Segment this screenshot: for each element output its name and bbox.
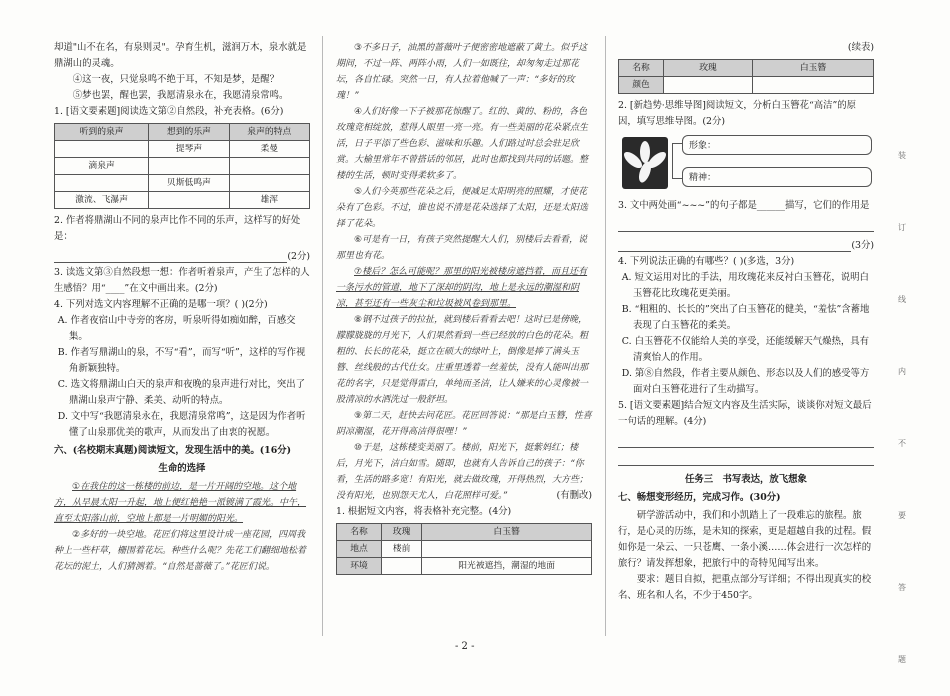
option-b[interactable]: B. “粗粗的、长长的”突出了白玉簪花的健美，“羞怯”含蓄地表现了白玉簪花的柔美。: [621, 304, 870, 331]
table-header: 玫瑰: [664, 60, 753, 77]
fill-table-flowers: [336, 523, 592, 575]
question-4: 4. 下列对选文内容理解不正确的是哪一项？( )(2分): [54, 299, 268, 310]
flower-image: [622, 137, 668, 189]
table-header: 白玉簪: [422, 524, 592, 541]
question-2: 2. 作者将鼎湖山不同的泉声比作不同的乐声，这样写的好处是：: [54, 215, 301, 242]
story-paragraph-3: ③不多日子，油黑的蔷薇叶子便密密地遮蔽了黄土。似乎这期间，不过一阵、两阵小雨，人们一如既往，却匆匆走过那花坛，各自忙碌。突然一日，有人拉着他喊了一声：“多好的玫瑰！”: [336, 43, 588, 101]
story-paragraph-2: ②多好的一块空地。花匠们将这里设计成一座花园，四周我种上一些杆草，栅围着花坛。种些什么呢？先花工们翻细地松着花坛的泥土，人们猜测着。“自然是蔷薇了。”花匠们说。: [54, 530, 307, 572]
question-2: 2. [新趋势·思维导图]阅读短文，分析白玉簪花“高洁”的原因，填写思维导图。(2分): [618, 100, 857, 127]
question-1: 1. [语文要素题]阅读选文第②自然段，补充表格。(6分): [54, 106, 284, 117]
table-cell[interactable]: [149, 192, 229, 209]
table-cell: 柔曼: [229, 141, 309, 158]
story-paragraph-1: ①在我住的这一栋楼的前边，是一片开阔的空地。这个地方，从早晨太阳一升起，地上便红艳艳一派镀满了霞光。中午，直至太阳落山前，空地上都是一片明媚的阳光。: [54, 482, 307, 524]
table-cell[interactable]: [422, 541, 592, 558]
table-header: 想到的乐声: [149, 124, 229, 141]
essay-prompt: 研学游活动中，我们和小凯踏上了一段难忘的旅程。旅行，是心灵的历练，是未知的探索，更是超越自我的过程。假如你是一朵云、一只苍鹰、一条小溪……体会进行一次怎样的旅行？请发挥想象，把旅行中的奇特见闻写出来。: [618, 510, 872, 569]
answer-line[interactable]: [618, 450, 874, 466]
option-a[interactable]: A. 短文运用对比的手法，用玫瑰花来反衬白玉簪花，说明白玉簪花比玫瑰花更美丽。: [621, 272, 869, 299]
left-column: [54, 40, 310, 575]
table-header: 白玉簪: [753, 60, 874, 77]
author-note: (有删改): [556, 490, 592, 501]
page-number: - 2 -: [455, 641, 475, 652]
story-paragraph-4: ④人们好像一下子被那花惊醒了。红的、黄的、粉的，各色玫瑰竞相绽放，惹得人眼里一亮一亮。有一些美丽的花朵紧点生活，日子平添了些色彩、滋味和乐趣。人们路过时总会驻足欣赏。大榆里常年不曾搭话的邻居，此时也都找到共同的话题。整楼的生活，顿时变得柔软多了。: [336, 107, 589, 181]
table-header: 玫瑰: [382, 524, 422, 541]
story-paragraph-10: ⑩于是，这栋楼变美丽了。楼前，阳光下，挺紫妈红；楼后，月光下，洁白如雪。随即，也就有人告诉自己的孩子：“你看，生活的路多宽！有阳光，就去做玫瑰，开得热烈，大方些；没有阳光，也别怨天尤人，白花照样可爱。”: [336, 443, 589, 501]
story-paragraph-9: ⑨第二天，赶快去问花匠。花匠回答说：“那是白玉簪，性喜阴凉潮湿，花开得高洁得很哩！”: [336, 411, 592, 437]
answer-line[interactable]: [618, 432, 874, 448]
mind-map-bracket: [672, 143, 682, 179]
row-label: 环境: [337, 558, 382, 575]
table-cell[interactable]: [229, 158, 309, 175]
score-label: (2分): [287, 251, 310, 262]
table-cell: 贝斯低鸣声: [149, 175, 229, 192]
answer-line[interactable]: [618, 236, 851, 252]
table-cell[interactable]: [149, 158, 229, 175]
option-d[interactable]: D. 第⑧自然段，作者主要从颜色、形态以及人们的感受等方面对白玉簪花进行了生动描写。: [621, 368, 870, 395]
option-b[interactable]: B. 作者写鼎湖山的泉，不写“看”，而写“听”，这样的写作视角新颖独特。: [57, 347, 306, 374]
answer-line[interactable]: [618, 216, 874, 232]
table-cell: 提琴声: [149, 141, 229, 158]
essay-requirements: 要求：题目自拟，把重点部分写详细；不得出现真实的校名、班名和人名，不少于450字。: [618, 574, 872, 601]
continued-label: (续表): [847, 42, 874, 53]
table-cell: 楼前: [382, 541, 422, 558]
story-paragraph-8: ⑧钢不过孩子的拉扯，就到楼后看看去吧！这时已是傍晚，朦朦胧胧的月光下，人们果然看到一些已经放的白色的花朵。粗粗的、长长的花朵，挺立在硕大的绿叶上，倒像是捧了满头玉簪、丝线般的古代仕女。庄重里透着一丝羞怯，没有人能叫出那花的名字，只是觉得雷白，单纯而圣洁，让人嫌来的心灵像被一股清凉的水洒洗过一般舒坦。: [336, 315, 589, 405]
fill-table-spring-sounds: [54, 123, 310, 209]
question-3: 3. 文中两处画“~~~”的句子都是______描写，它们的作用是: [618, 200, 870, 211]
mind-map: [618, 133, 874, 195]
story-paragraph-5: ⑤人们今英那些花朵之后，便减足太阳明亮的照耀，才使花朵有了色彩。不过，谁也说不清是花朵选择了太阳，还是太阳选择了花朵。: [336, 187, 589, 229]
right-column: [618, 40, 874, 604]
table-cell[interactable]: [229, 175, 309, 192]
question-5: 5. [语文要素题]结合短文内容及生活实际，谈谈你对短文最后一句话的理解。(4分): [618, 400, 872, 427]
table-header: 名称: [337, 524, 382, 541]
story-title: 生命的选择: [158, 463, 206, 474]
paragraph-4: ④这一夜，只觉泉鸣不绝于耳，不知是梦，是醒？: [72, 74, 280, 85]
table-header: 听到的泉声: [55, 124, 149, 141]
story-paragraph-7: ⑦楼后？怎么可能呢？那里的阳光被楼房遮挡着，而且还有一条污水的管道，地下了深却的阴沟，地上是永远的潮湿和阴凉，甚至还有一些灰尘和垃圾被风卷到那里。: [336, 267, 588, 309]
mind-map-box-spirit[interactable]: 精神：: [682, 167, 872, 187]
option-c[interactable]: C. 白玉簪花不仅能给人美的享受，还能缓解天气燥热，具有清爽怡人的作用。: [621, 336, 869, 363]
table-cell: 激流、飞瀑声: [55, 192, 149, 209]
section-7-heading: 七、畅想变形经历，完成习作。(30分): [618, 492, 781, 503]
mind-map-box-image[interactable]: 形象：: [682, 135, 872, 155]
table-cell: 雄浑: [229, 192, 309, 209]
table-cell: 阳光被遮挡，潮湿的地面: [422, 558, 592, 575]
option-c[interactable]: C. 选文将鼎湖山白天的泉声和夜晚的泉声进行对比，突出了鼎湖山泉声宁静、柔美、动听的特点。: [57, 379, 305, 406]
story-paragraph-6: ⑥可是有一日，有孩子突然提醒大人们，别楼后去看看，说那里也有花。: [336, 235, 588, 261]
binding-margin-text: 装 订 线 内 不 要 答 题: [898, 151, 906, 664]
row-label: 地点: [337, 541, 382, 558]
fill-table-continued: [618, 59, 874, 94]
answer-line[interactable]: [54, 247, 287, 263]
column-divider-2: [605, 36, 606, 636]
row-label: 名称: [619, 60, 664, 77]
option-d[interactable]: D. 文中写“我愿清泉永在，我愿清泉常鸣”，这是因为作者听懂了山泉那优美的歌声，从而发出了由衷的祝愿。: [57, 411, 306, 438]
table-header: 泉声的特点: [229, 124, 309, 141]
row-label: 颜色: [619, 77, 664, 94]
option-a[interactable]: A. 作者夜宿山中寺旁的客房，听泉听得如痴如醉，百感交集。: [57, 315, 296, 342]
column-divider-1: [322, 36, 323, 636]
intro-text: 却道"山不在名，有泉则灵"。孕育生机，滋润万木，泉水就是鼎湖山的灵魂。: [54, 42, 307, 69]
score-label: (3分): [851, 240, 874, 251]
table-cell[interactable]: [664, 77, 753, 94]
table-cell[interactable]: [382, 558, 422, 575]
question-3: 3. 读选文第③自然段想一想：作者听着泉声，产生了怎样的人生感悟？用“____”在文中画出来。(2分): [54, 267, 310, 294]
middle-column: [336, 40, 592, 579]
question-1: 1. 根据短文内容，将表格补充完整。(4分): [336, 506, 512, 517]
table-cell[interactable]: [753, 77, 874, 94]
task-3-title: 任务三 书写表达，放飞想象: [685, 474, 807, 485]
question-4: 4. 下列说法正确的有哪些？( )(多选，3分): [618, 256, 795, 267]
section-6-heading: 六、(名校期末真题)阅读短文，发现生活中的美。(16分): [54, 445, 292, 456]
table-cell: 滴泉声: [55, 158, 149, 175]
paragraph-5: ⑤梦也罢，醒也罢，我愿清泉永在，我愿清泉常鸣。: [72, 90, 289, 101]
table-cell[interactable]: [55, 141, 149, 158]
table-cell[interactable]: [55, 175, 149, 192]
